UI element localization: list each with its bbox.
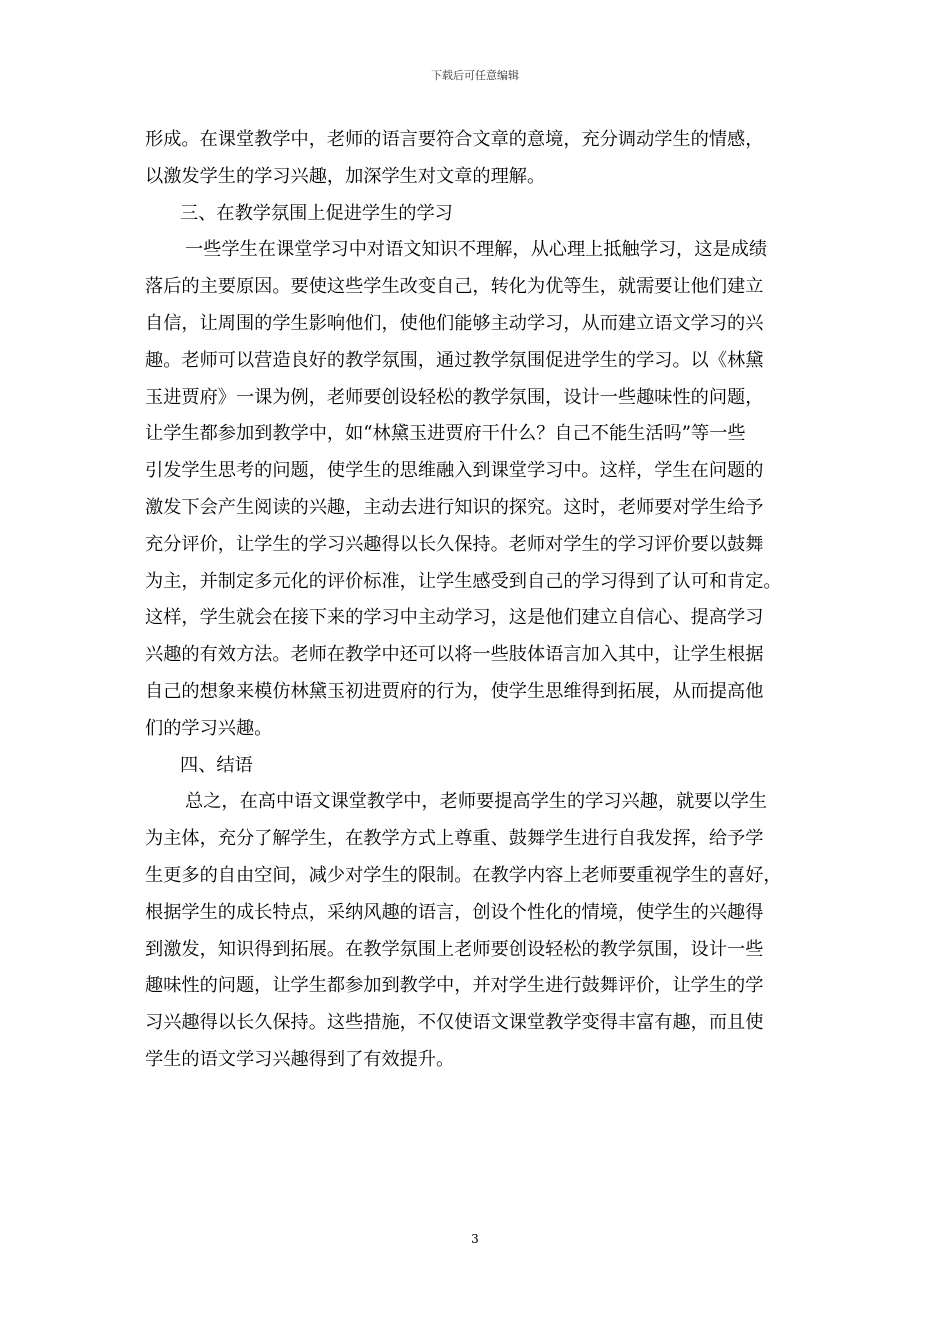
page-header: 下载后可任意编辑 — [431, 69, 519, 82]
paragraph-line: 兴趣的有效方法。老师在教学中还可以将一些肢体语言加入其中，让学生根据 — [145, 644, 764, 666]
paragraph-line: 们的学习兴趣。 — [145, 717, 273, 739]
paragraph-line: 落后的主要原因。要使这些学生改变自己，转化为优等生，就需要让他们建立 — [145, 276, 764, 298]
paragraph-line: 学生的语文学习兴趣得到了有效提升。 — [145, 1048, 455, 1070]
paragraph-line: 为主，并制定多元化的评价标准，让学生感受到自己的学习得到了认可和肯定。 — [145, 570, 782, 592]
paragraph-line: 充分评价，让学生的学习兴趣得以长久保持。老师对学生的学习评价要以鼓舞 — [145, 533, 764, 555]
paragraph-line: 趣。老师可以营造良好的教学氛围，通过教学氛围促进学生的学习。以《林黛 — [145, 349, 764, 371]
section-heading: 三、在教学氛围上促进学生的学习 — [180, 202, 453, 224]
paragraph-line: 以激发学生的学习兴趣，加深学生对文章的理解。 — [145, 165, 546, 187]
paragraph-line: 习兴趣得以长久保持。这些措施，不仅使语文课堂教学变得丰富有趣，而且使 — [145, 1012, 764, 1034]
paragraph-line: 生更多的自由空间，减少对学生的限制。在教学内容上老师要重视学生的喜好， — [145, 864, 782, 886]
paragraph-line: 自己的想象来模仿林黛玉初进贾府的行为，使学生思维得到拓展，从而提高他 — [145, 680, 764, 702]
paragraph-line: 为主体，充分了解学生，在教学方式上尊重、鼓舞学生进行自我发挥，给予学 — [145, 828, 764, 850]
paragraph-line: 趣味性的问题，让学生都参加到教学中，并对学生进行鼓舞评价，让学生的学 — [145, 975, 764, 997]
paragraph-line: 根据学生的成长特点，采纳风趣的语言，创设个性化的情境，使学生的兴趣得 — [145, 901, 764, 923]
paragraph-line: 引发学生思考的问题，使学生的思维融入到课堂学习中。这样，学生在问题的 — [145, 460, 764, 482]
document-body — [145, 122, 810, 1079]
paragraph-line: 一些学生在课堂学习中对语文知识不理解，从心理上抵触学习，这是成绩 — [185, 239, 768, 261]
paragraph-line: 激发下会产生阅读的兴趣，主动去进行知识的探究。这时，老师要对学生给予 — [145, 496, 764, 518]
section-heading: 四、结语 — [180, 754, 253, 776]
paragraph-line: 总之，在高中语文课堂教学中，老师要提高学生的学习兴趣，就要以学生 — [185, 791, 768, 813]
paragraph-line: 让学生都参加到教学中，如“林黛玉进贾府干什么？自己不能生活吗”等一些 — [145, 423, 746, 445]
paragraph-line: 自信，让周围的学生影响他们，使他们能够主动学习，从而建立语文学习的兴 — [145, 312, 764, 334]
page-number: 3 — [471, 1232, 479, 1246]
paragraph-line: 形成。在课堂教学中，老师的语言要符合文章的意境，充分调动学生的情感， — [145, 129, 764, 150]
paragraph-line: 这样，学生就会在接下来的学习中主动学习，这是他们建立自信心、提高学习 — [145, 607, 764, 629]
paragraph-line: 到激发，知识得到拓展。在教学氛围上老师要创设轻松的教学氛围，设计一些 — [145, 938, 764, 960]
paragraph-line: 玉进贾府》一课为例，老师要创设轻松的教学氛围，设计一些趣味性的问题， — [145, 386, 764, 408]
